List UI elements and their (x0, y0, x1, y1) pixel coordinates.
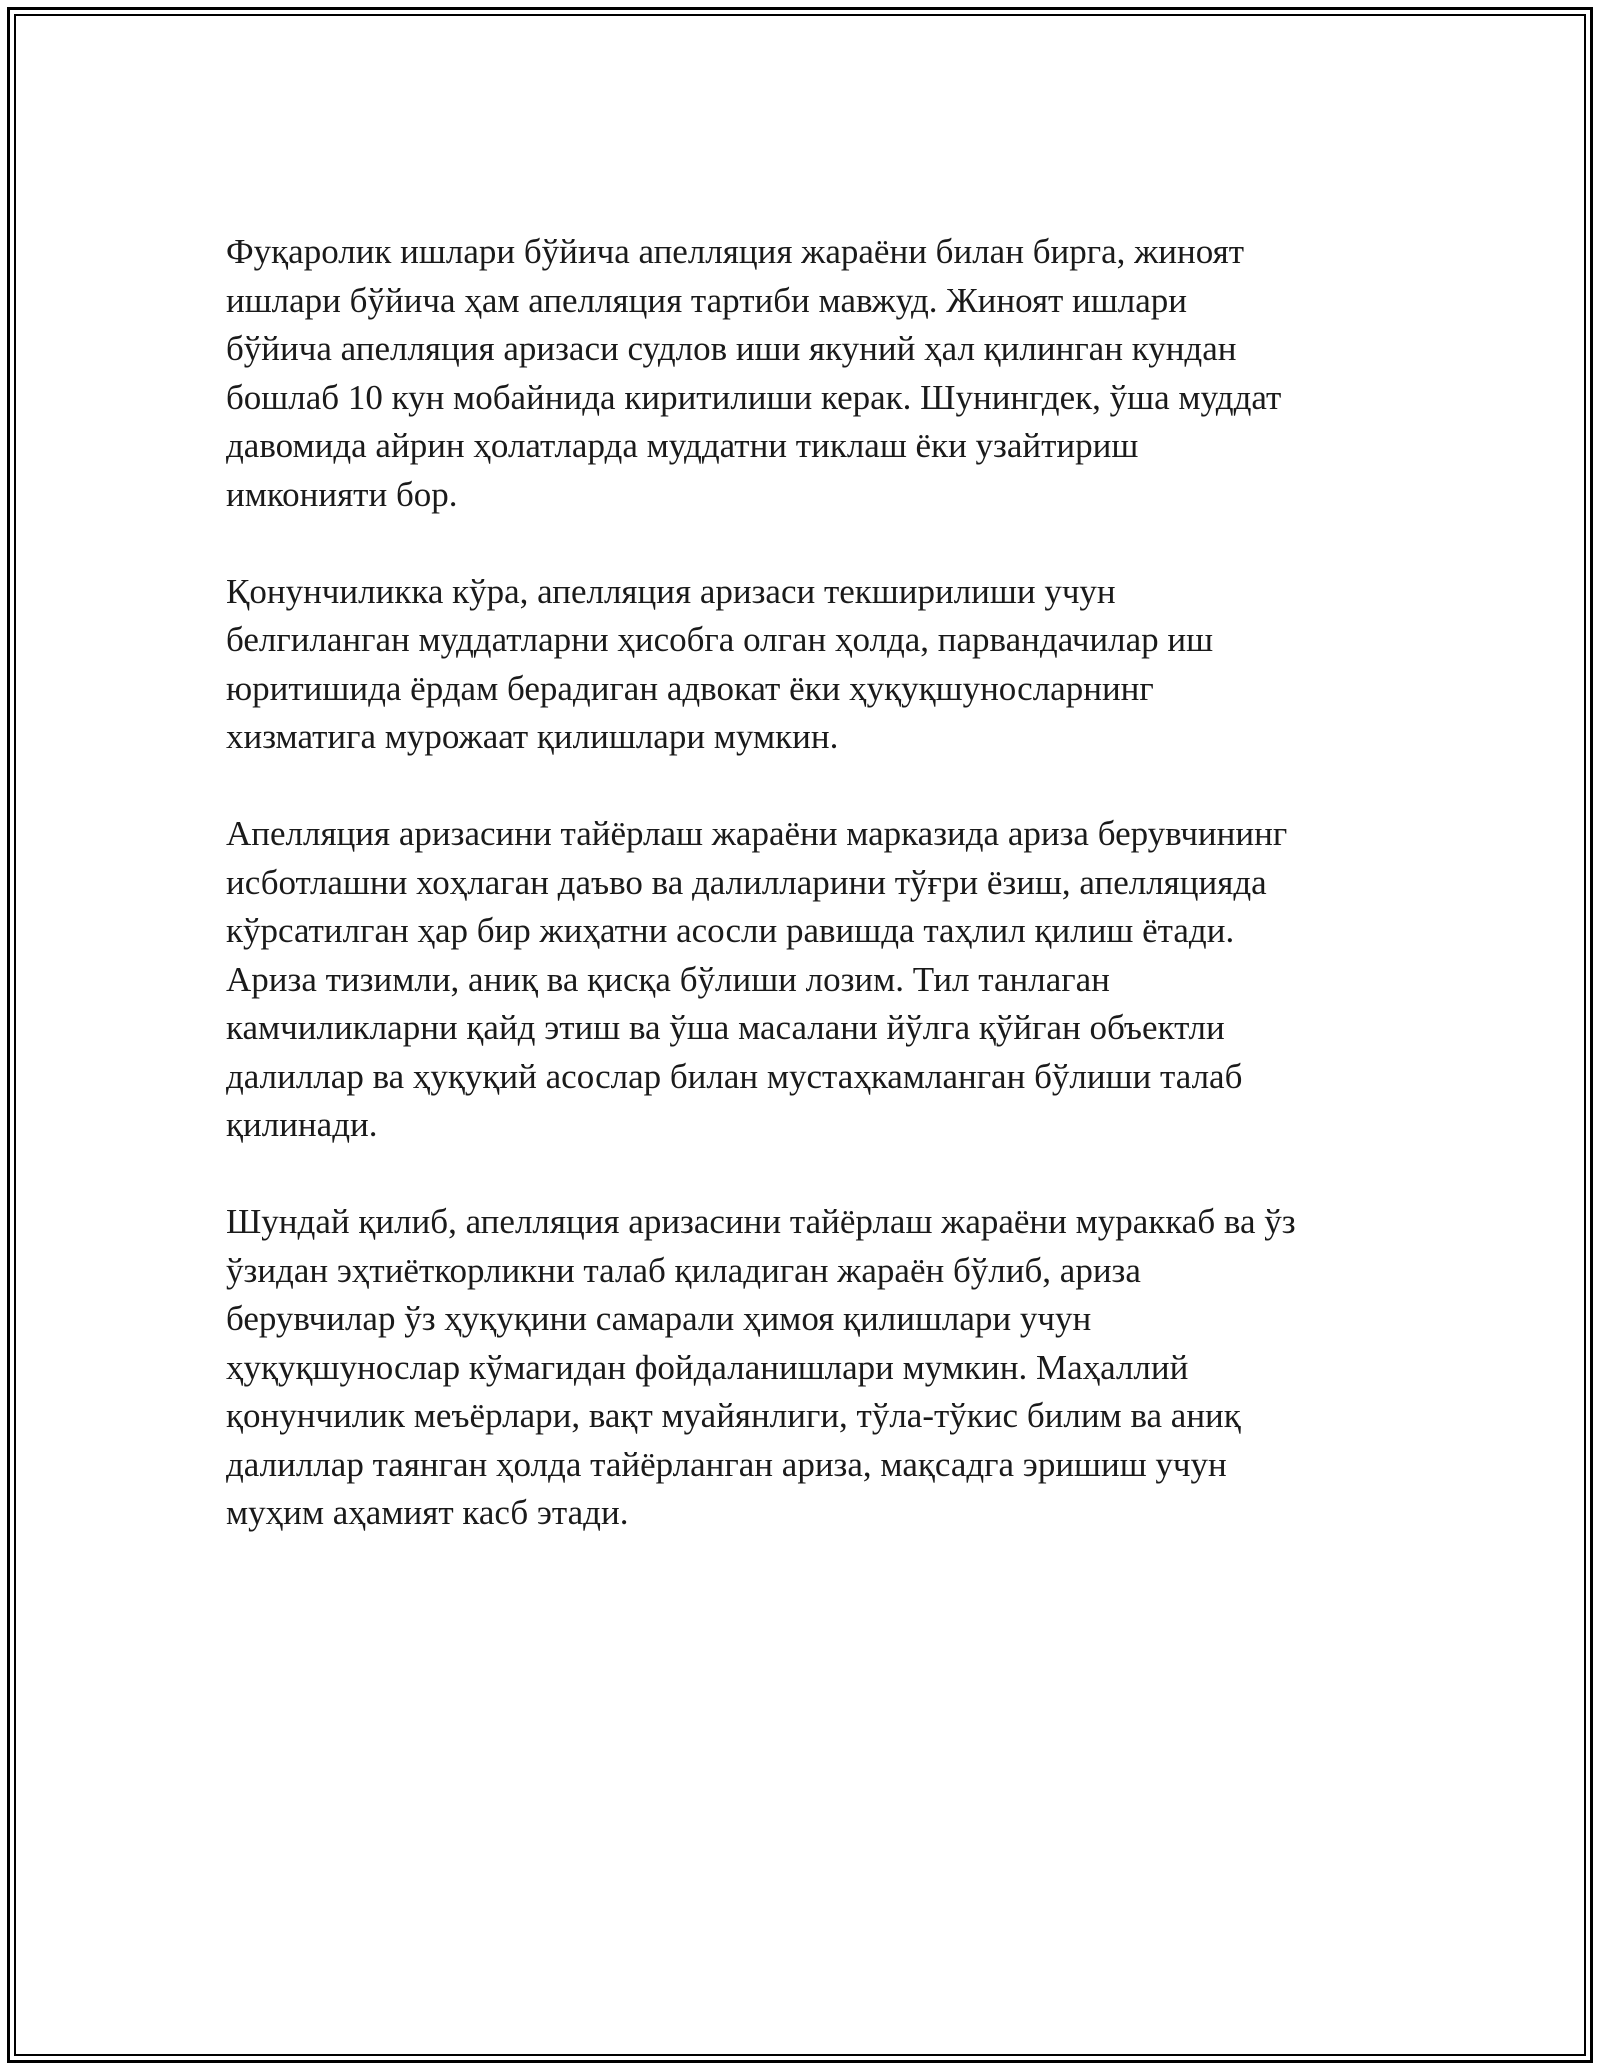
text-line: давомида айрин ҳолатларда муддатни тиклаш ёки узайтириш (226, 426, 1139, 465)
text-line: қилинади. (226, 1105, 378, 1144)
text-line: Шундай қилиб, апелляция аризасини тайёрлаш жараёни мураккаб ва ўз (226, 1202, 1296, 1241)
text-line: бошлаб 10 кун мобайнида киритилиши керак. Шунингдек, ўша муддат (226, 377, 1282, 417)
text-line: камчиликларни қайд этиш ва ўша масалани йўлга қўйган объектли (226, 1008, 1225, 1047)
paragraph-legal-assistance (226, 568, 1376, 762)
text-line: кўрсатилган ҳар бир жиҳатни асосли равишда таҳлил қилиш ётади. (226, 911, 1235, 950)
text-line: юритишида ёрдам берадиган адвокат ёки ҳуқуқшуносларнинг (226, 668, 1154, 708)
text-line: далиллар таянган ҳолда тайёрланган ариза, мақсадга эришиш учун (226, 1444, 1227, 1484)
text-line: белгиланган муддатларни ҳисобга олган ҳолда, парвандачилар иш (226, 620, 1214, 659)
text-line: Апелляция аризасини тайёрлаш жараёни марказида ариза берувчининг (226, 814, 1288, 853)
text-line: берувчилар ўз ҳуқуқини самарали ҳимоя қилишлари учун (226, 1299, 1092, 1338)
text-line: ишлари бўйича ҳам апелляция тартиби мавжуд. Жиноят ишлари (226, 280, 1187, 320)
text-line: муҳим аҳамият касб этади. (226, 1493, 629, 1532)
text-line: ўзидан эҳтиёткорликни талаб қиладиган жараён бўлиб, ариза (226, 1250, 1141, 1290)
paragraph-criminal-appeal (226, 228, 1376, 519)
paragraph-conclusion (226, 1198, 1376, 1538)
text-line: далиллар ва ҳуқуқий асослар билан мустаҳкамланган бўлиши талаб (226, 1056, 1243, 1096)
text-line: хизматига мурожаат қилишлари мумкин. (226, 717, 839, 756)
text-line: исботлашни хоҳлаган даъво ва далилларини тўғри ёзиш, апелляцияда (226, 862, 1267, 902)
text-line: Қонунчиликка кўра, апелляция аризаси текширилиши учун (226, 571, 1116, 611)
text-line: имконияти бор. (226, 474, 458, 514)
text-line: ҳуқуқшунослар кўмагидан фойдаланишлари мумкин. Маҳаллий (226, 1347, 1189, 1387)
paragraph-application-preparation (226, 810, 1376, 1150)
text-line: қонунчилик меъёрлари, вақт муайянлиги, тўла-тўкис билим ва аниқ (226, 1396, 1241, 1435)
document-body (226, 228, 1376, 1586)
text-line: Ариза тизимли, аниқ ва қисқа бўлиши лозим. Тил танлаган (226, 959, 1110, 999)
text-line: Фуқаролик ишлари бўйича апелляция жараёни билан бирга, жиноят (226, 232, 1244, 271)
text-line: бўйича апелляция аризаси судлов иши якуний ҳал қилинган кундан (226, 329, 1237, 368)
